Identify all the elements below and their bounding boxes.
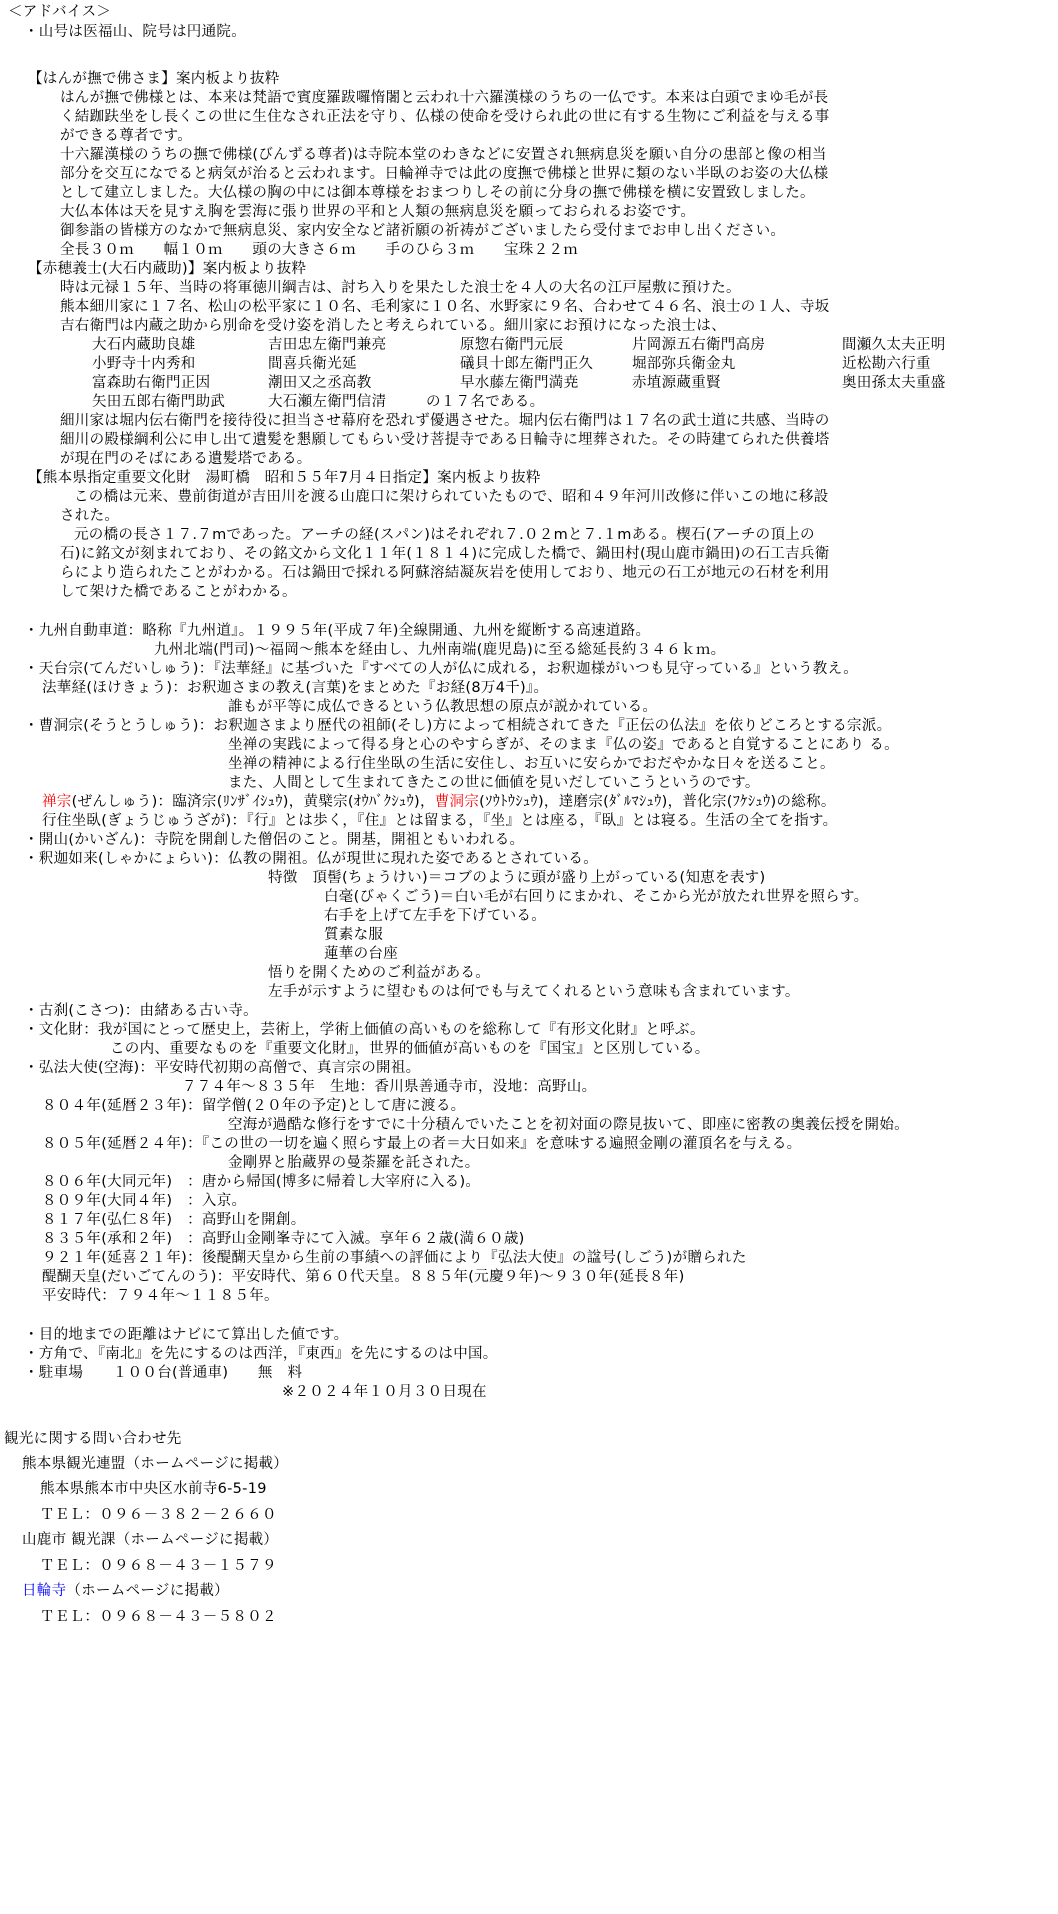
glossary-entry: また、人間として生まれてきたこの世に価値を見いだしていこうというのです。	[228, 775, 760, 791]
glossary-entry: 坐禅の精神による行住坐臥の生活に安住し、お互いに安らかでおだやかな日々を送ること。	[228, 756, 835, 772]
bridge-line: 石)に銘文が刻まれており、その銘文から文化１１年(１８１４)に完成した橋で、鍋田村(現山鹿市鍋田)の石工吉兵衛	[60, 546, 830, 562]
ronin-name: 赤埴源蔵重賢	[632, 375, 721, 391]
glossary-entry: ・曹洞宗(そうとうしゅう)：お釈迦さまより歴代の祖師(そし)方によって相続されてきた『正伝の仏法』を依りどころとする宗派。	[24, 718, 892, 734]
glossary-entry: ・釈迦如来(しゃかにょらい)：仏教の開祖。仏が現世に現れた姿であるとされている。	[24, 851, 599, 867]
glossary-entry: ・九州自動車道：略称『九州道』。１９９５年(平成７年)全線開通、九州を縦断する高速道路。	[24, 623, 651, 639]
glossary-entry: 九州北端(門司)～福岡～熊本を経由し、九州南端(鹿児島)に至る総延長約３４６ｋｍ。	[154, 642, 726, 658]
glossary-entry: 醍醐天皇(だいごてんのう)：平安時代、第６０代天皇。８８５年(元慶９年)～９３０年(延長８年)	[42, 1269, 685, 1285]
ako-line: 熊本細川家に１７名、松山の松平家に１０名、毛利家に１０名、水野家に９名、合わせて４６名、浪士の１人、寺坂	[60, 299, 830, 315]
glossary-entry: ・文化財：我が国にとって歴史上，芸術上，学術上価値の高いものを総称して『有形文化財』と呼ぶ。	[24, 1022, 705, 1038]
glossary-entry: ８０９年(大同４年) ：入京。	[42, 1193, 247, 1209]
ronin-name: 礒貝十郎左衛門正久	[460, 356, 594, 372]
glossary-entry: ・天台宗(てんだいしゅう)：『法華経』に基づいた『すべての人が仏に成れる，お釈迦様がいつも見守っている』という教え。	[24, 661, 859, 677]
ronin-name: 間喜兵衛光延	[268, 356, 357, 372]
glossary-entry: ８０６年(大同元年) ：唐から帰国(博多に帰着し大宰府に入る)。	[42, 1174, 481, 1190]
parking-note: ・駐車場 １００台(普通車) 無 料	[24, 1365, 303, 1381]
glossary-entry: ８０４年(延暦２３年)：留学僧(２０年の予定)として唐に渡る。	[42, 1098, 466, 1114]
bridge-line: らにより造られたことがわかる。石は鍋田で採れる阿蘇溶結凝灰岩を使用しており、地元の石工が地元の石材を利用	[60, 565, 830, 581]
glossary-entry: ・古刹(こさつ)：由緒ある古い寺。	[24, 1003, 258, 1019]
glossary-entry-zen	[42, 793, 836, 811]
ronin-name: 大石内蔵助良雄	[92, 337, 196, 353]
binzuru-dimensions: 全長３０ｍ 幅１０ｍ 頭の大きさ６ｍ 手のひら３ｍ 宝珠２２ｍ	[60, 242, 578, 258]
ronin-name: 原惣右衛門元辰	[460, 337, 564, 353]
soto-highlight: 曹洞宗	[434, 794, 480, 810]
ako-title: 【赤穂義士(大石内蔵助)】案内板より抜粋	[28, 261, 307, 277]
ako-line: が現在門のそばにある遺髪塔である。	[60, 451, 312, 467]
glossary-entry: ８３５年(承和２年) ：高野山金剛峯寺にて入滅。享年６２歳(満６０歳)	[42, 1231, 525, 1247]
ronin-name: 小野寺十内秀和	[92, 356, 196, 372]
contact-nichirinji	[22, 1582, 229, 1600]
contact-yamaga-tel: ＴＥＬ：０９６８－４３－１５７９	[40, 1558, 277, 1574]
binzuru-title: 【はんが撫で佛さま】案内板より抜粋	[28, 71, 280, 87]
ronin-name: 矢田五郎右衛門助武	[92, 394, 226, 410]
glossary-entry: 坐禅の実践によって得る身と心のやすらぎが、そのまま『仏の姿』であると自覚することにあり る。	[228, 737, 899, 753]
ronin-name: 富森助右衛門正因	[92, 375, 211, 391]
ako-line: 時は元禄１５年、当時の将軍徳川綱吉は、討ち入りを果たした浪士を４人の大名の江戸屋敷に預けた。	[60, 280, 741, 296]
ronin-name: 潮田又之丞高教	[268, 375, 372, 391]
as-of-date: ※２０２４年１０月３０日現在	[282, 1384, 487, 1400]
glossary-entry: 誰もが平等に成仏できるという仏教思想の原点が説かれている。	[228, 699, 658, 715]
glossary-entry: 質素な服	[324, 927, 384, 943]
nichirinji-note: （ホームページに掲載）	[66, 1583, 229, 1599]
ronin-count: の１７名である。	[426, 394, 545, 410]
bridge-title: 【熊本県指定重要文化財 湯町橋 昭和５５年7月４日指定】案内板より抜粋	[28, 470, 541, 486]
temple-name-note: ・山号は医福山、院号は円通院。	[24, 24, 246, 40]
glossary-entry: 金剛界と胎蔵界の曼荼羅を託された。	[228, 1155, 480, 1171]
glossary-entry: ８１７年(弘仁８年) ：高野山を開創。	[42, 1212, 306, 1228]
ako-line: 細川家は堀内伝右衛門を接待役に担当させ幕府を恐れず優遇させた。堀内伝右衛門は１７名の武士道に共感、当時の	[60, 413, 830, 429]
bridge-line: 元の橋の長さ１７.７mであった。アーチの経(スパン)はそれぞれ７.０２mと７.１mある。楔石(アーチの頂上の	[74, 527, 815, 543]
glossary-entry: この内、重要なものを『重要文化財』，世界的価値が高いものを『国宝』と区別している。	[110, 1041, 710, 1057]
binzuru-line: ができる尊者です。	[60, 128, 193, 144]
glossary-entry: 左手が示すように望むものは何でも与えてくれるという意味も含まれています。	[268, 984, 800, 1000]
glossary-entry: 空海が過酷な修行をすでに十分積んでいたことを初対面の際見抜いて、即座に密教の奥義伝授を開始。	[228, 1117, 909, 1133]
bridge-line: された。	[60, 508, 120, 524]
bridge-line: この橋は元来、豊前街道が吉田川を渡る山鹿口に架けられていたもので、昭和４９年河川改修に伴いこの地に移設	[74, 489, 829, 505]
ronin-name: 早水藤左衛門満尭	[460, 375, 579, 391]
nichirinji-link[interactable]: 日輪寺	[22, 1583, 67, 1599]
glossary-entry: 蓮華の台座	[324, 946, 398, 962]
binzuru-line: 部分を交互になでると病気が治ると云われます。日輪禅寺では此の度撫で佛様と世界に類のない半臥のお姿の大仏様	[60, 166, 829, 182]
glossary-entry: ・開山(かいざん)：寺院を開創した僧侶のこと。開基，開祖ともいわれる。	[24, 832, 525, 848]
contact-federation-tel: ＴＥＬ：０９６－３８２－２６６０	[40, 1507, 277, 1523]
glossary-entry: ９２１年(延喜２１年)：後醍醐天皇から生前の事績への評価により『弘法大使』の諡号(しごう)が贈られた	[42, 1250, 747, 1266]
glossary-entry: ７７４年～８３５年 生地：香川県善通寺市，没地：高野山。	[182, 1079, 597, 1095]
zen-highlight: 禅宗	[42, 794, 72, 810]
ako-line: 細川の殿様綱利公に申し出て遺髪を懇願してもらい受け菩提寺である日輪寺に埋葬された。その時建てられた供養塔	[60, 432, 830, 448]
zen-reading: (ぜんしゅう)：臨済宗(ﾘﾝｻﾞｲｼｭｳ)，黄檗宗(ｵｳﾊﾞｸｼｭｳ)，	[71, 794, 435, 810]
heading: ＜アドバイス＞	[8, 4, 112, 20]
glossary-entry: ８０５年(延暦２４年)：『この世の一切を遍く照らす最上の者＝大日如来』を意味する遍照金剛の灌頂名を与える。	[42, 1136, 802, 1152]
glossary-entry: 法華経(ほけきょう)：お釈迦さまの教え(言葉)をまとめた『お経(8万4千)』。	[42, 680, 549, 696]
binzuru-line: 十六羅漢様のうちの撫で佛様(びんずる尊者)は寺院本堂のわきなどに安置され無病息災を願い自分の患部と像の相当	[60, 147, 827, 163]
glossary-entry: 右手を上げて左手を下げている。	[324, 908, 546, 924]
contact-federation: 熊本県観光連盟（ホームページに掲載）	[22, 1456, 289, 1472]
contact-nichirinji-tel: ＴＥＬ：０９６８－４３－５８０２	[40, 1609, 277, 1625]
ronin-name: 近松勘六行重	[842, 356, 931, 372]
ako-line: 吉右衛門は内蔵之助から別命を受け姿を消したと考えられている。細川家にお預けになった浪士は、	[60, 318, 726, 334]
glossary-entry: 白毫(びゃくごう)＝白い毛が右回りにまかれ、そこから光が放たれ世界を照らす。	[324, 889, 869, 905]
glossary-entry: ・弘法大使(空海)：平安時代初期の高僧で、真言宗の開祖。	[24, 1060, 421, 1076]
contacts-title: 観光に関する問い合わせ先	[4, 1431, 182, 1447]
glossary-entry: 特徴 頂髻(ちょうけい)＝コブのように頭が盛り上がっている(知恵を表す)	[268, 870, 766, 886]
ronin-name: 堀部弥兵衛金丸	[632, 356, 736, 372]
direction-note: ・方角で、『南北』を先にするのは西洋，『東西』を先にするのは中国。	[24, 1346, 498, 1362]
ronin-name: 吉田忠左衛門兼亮	[268, 337, 387, 353]
binzuru-line: 御参詣の皆様方のなかで無病息災、家内安全など諸祈願の祈祷がございましたら受付までお申し出ください。	[60, 223, 786, 239]
binzuru-line: く結跏趺坐をし長くこの世に生住なされ正法を守り、仏様の使命を受けられ此の世に有する生物にご利益を与える事	[60, 109, 830, 125]
bridge-line: して架けた橋であることがわかる。	[60, 584, 297, 600]
zen-rest: (ｿｳﾄｳｼｭｳ)，達磨宗(ﾀﾞﾙﾏｼｭｳ)，普化宗(ﾌｹｼｭｳ)の総称。	[479, 794, 836, 810]
binzuru-line: はんが撫で佛様とは、本来は梵語で賓度羅跋囉惰闍と云われ十六羅漢様のうちの一仏です。本来は白頭でまゆ毛が長	[60, 90, 829, 106]
ronin-name: 間瀬久太夫正明	[842, 337, 946, 353]
binzuru-line: として建立しました。大仏様の胸の中には御本尊様をおまつりしその前に分身の撫で佛様を横に安置致しました。	[60, 185, 815, 201]
binzuru-line: 大仏本体は天を見すえ胸を雲海に張り世界の平和と人類の無病息災を願っておられるお姿です。	[60, 204, 696, 220]
glossary-entry: 平安時代：７９４年～１１８５年。	[42, 1288, 279, 1304]
ronin-name: 片岡源五右衛門高房	[632, 337, 766, 353]
contact-yamaga: 山鹿市 観光課（ホームページに掲載）	[22, 1532, 279, 1548]
ronin-name: 奥田孫太夫重盛	[842, 375, 946, 391]
glossary-entry: 行住坐臥(ぎょうじゅうざが)：『行』とは歩く，『住』とは留まる，『坐』とは座る，『臥』とは寝る。生活の全てを指す。	[42, 813, 838, 829]
glossary-entry: 悟りを開くためのご利益がある。	[268, 965, 490, 981]
distance-note: ・目的地までの距離はナビにて算出した値です。	[24, 1327, 349, 1343]
ronin-name: 大石瀬左衛門信清	[268, 394, 387, 410]
contact-federation-address: 熊本県熊本市中央区水前寺6-5-19	[40, 1481, 267, 1497]
